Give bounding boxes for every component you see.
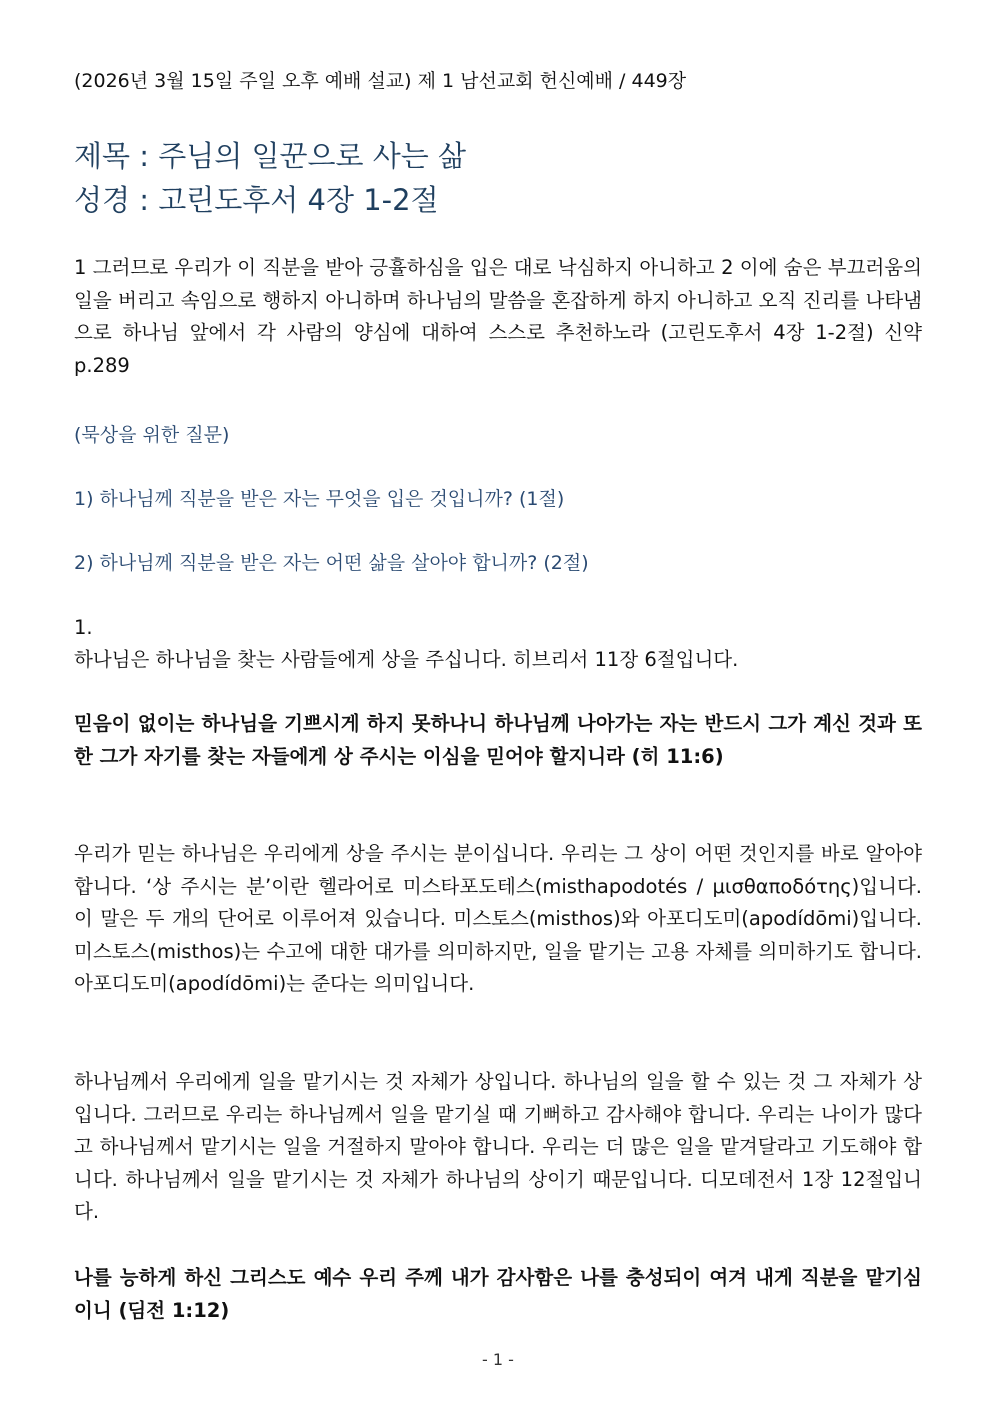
- bible-verse-hebrews: 믿음이 없이는 하나님을 기쁘시게 하지 못하나니 하나님께 나아가는 자는 반드시 그가 계신 것과 또한 그가 자기를 찾는 자들에게 상 주시는 이심을 믿어야 할지니라 (히 11:6): [74, 712, 922, 768]
- body-paragraph-2: 하나님께서 우리에게 일을 맡기시는 것 자체가 상입니다. 하나님의 일을 할 수 있는 것 그 자체가 상입니다. 그러므로 우리는 하나님께서 일을 맡기실 때 기뻐하고 감사해야 합니다. 우리는 나이가 많다고 하나님께서 맡기시는 일을 거절하지 말아야 합니다. 우리는 더 많은 일을 맡겨달라고 기도해야 합니다. 하나님께서 일을 맡기시는 것 자체가 하나님의 상이기 때문입니다. 디모데전서 1장 12절입니다.: [74, 1070, 922, 1223]
- section-number: 1.: [74, 616, 93, 639]
- meditation-heading: (묵상을 위한 질문): [74, 424, 230, 446]
- section-intro: 하나님은 하나님을 찾는 사람들에게 상을 주십니다. 히브리서 11장 6절입니다.: [74, 648, 739, 671]
- meditation-question-1: 1) 하나님께 직분을 받은 자는 무엇을 입은 것입니까? (1절): [74, 488, 565, 510]
- sermon-header: (2026년 3월 15일 주일 오후 예배 설교) 제 1 남선교회 헌신예배 / 449장: [74, 70, 687, 92]
- bible-verse-timothy: 나를 능하게 하신 그리스도 예수 우리 주께 내가 감사함은 나를 충성되이 여겨 내게 직분을 맡기심이니 (딤전 1:12): [74, 1266, 922, 1322]
- sermon-title: 제목 : 주님의 일꾼으로 사는 삶: [74, 139, 467, 173]
- scripture-reference: 성경 : 고린도후서 4장 1-2절: [74, 183, 439, 217]
- page-number: - 1 -: [482, 1350, 514, 1369]
- body-paragraph-1: 우리가 믿는 하나님은 우리에게 상을 주시는 분이십니다. 우리는 그 상이 어떤 것인지를 바로 알아야 합니다. ‘상 주시는 분’이란 헬라어로 미스타포도테스(misthapodotés / μισθαποδότης)입니다. 이 말은 두 개의 단어로 이루어져 있습니다. 미스토스(misthos)와 아포디도미(apodídōmi)입니다. 미스토스(misthos)는 수고에 대한 대가를 의미하지만, 일을 맡기는 고용 자체를 의미하기도 합니다. 아포디도미(apodídōmi)는 준다는 의미입니다.: [74, 842, 922, 995]
- scripture-passage: 1 그러므로 우리가 이 직분을 받아 긍휼하심을 입은 대로 낙심하지 아니하고 2 이에 숨은 부끄러움의 일을 버리고 속임으로 행하지 아니하며 하나님의 말씀을 혼잡하게 하지 아니하고 오직 진리를 나타냄으로 하나님 앞에서 각 사람의 양심에 대하여 스스로 추천하노라 (고린도후서 4장 1-2절) 신약 p.289: [74, 256, 922, 377]
- meditation-question-2: 2) 하나님께 직분을 받은 자는 어떤 삶을 살아야 합니까? (2절): [74, 552, 589, 574]
